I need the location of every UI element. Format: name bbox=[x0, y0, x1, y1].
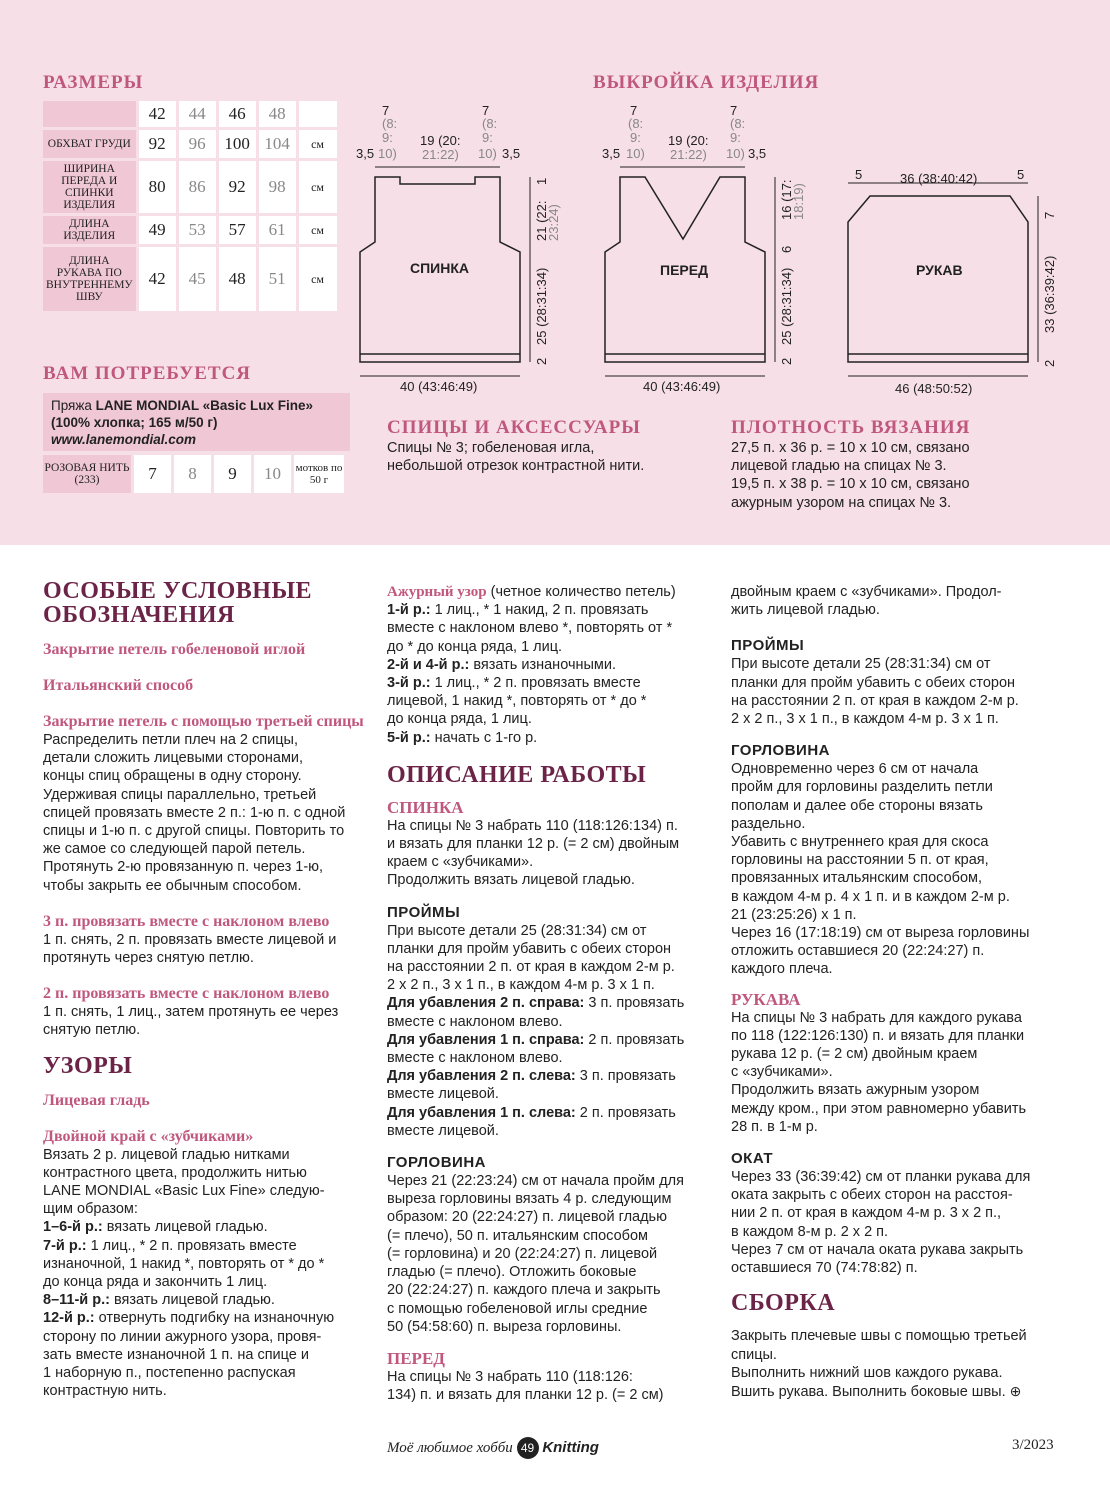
text-line bbox=[387, 1067, 717, 1085]
yarn-color-label: РОЗОВАЯ НИТЬ (233) bbox=[43, 455, 131, 493]
text-line: Через 33 (36:39:42) см от планки рукава для bbox=[731, 1169, 1031, 1186]
text-line: с «зубчиками». bbox=[731, 1064, 833, 1081]
sleeves-text bbox=[731, 1009, 1071, 1136]
needles-line: небольшой отрезок контрастной нити. bbox=[387, 458, 645, 475]
text-line bbox=[387, 656, 717, 674]
back-side-d: 10) bbox=[378, 146, 397, 161]
row-text: 3 п. провязать bbox=[575, 1068, 676, 1085]
row-text: вязать лицевой гладью. bbox=[102, 1219, 268, 1236]
symbol-text bbox=[43, 1003, 373, 1039]
row-text: 1 лиц., * 1 накид, 2 п. провязать bbox=[430, 602, 649, 619]
armhole-text bbox=[387, 922, 717, 1140]
footer-issue: 3/2023 bbox=[1012, 1437, 1054, 1453]
row-text: до конца ряда, 1 лиц. bbox=[387, 711, 532, 728]
text-line: на расстоянии 2 п. от края в каждом 2-м р. bbox=[731, 692, 1019, 709]
text-line: На спицы № 3 набрать 110 (118:126:134) п. bbox=[387, 817, 678, 834]
yarn-name: LANE MONDIAL «Basic Lux Fine» bbox=[95, 398, 313, 413]
work-title: ОПИСАНИЕ РАБОТЫ bbox=[387, 761, 647, 788]
sleeve-r1: 7 bbox=[1042, 211, 1057, 219]
symbol-heading: Итальянский способ bbox=[43, 677, 194, 694]
gauge-text bbox=[731, 439, 1071, 512]
text-line bbox=[43, 1255, 373, 1273]
row-label: 12-й р.: bbox=[43, 1310, 95, 1327]
size-value: 49 bbox=[139, 216, 176, 244]
text-line: (= плечо), 50 п. итальянским способом bbox=[387, 1227, 648, 1244]
row-text: отвернуть подгибку на изнаночную bbox=[94, 1310, 335, 1327]
footer-mag-name: Моё любимое хобби bbox=[387, 1440, 513, 1456]
front-armhole-title: ПРОЙМЫ bbox=[731, 637, 805, 655]
row-text: вместе с наклоном влево. bbox=[387, 1013, 563, 1030]
yarn-info bbox=[43, 393, 350, 451]
front-neck-2: 21:22) bbox=[670, 147, 707, 162]
lace-title-line bbox=[387, 583, 717, 601]
front-r2: 6 bbox=[779, 245, 794, 253]
size-value: 57 bbox=[219, 216, 256, 244]
text-line: На спицы № 3 набрать 110 (118:126: bbox=[387, 1368, 633, 1385]
size-value: 92 bbox=[139, 130, 176, 158]
size-value: 98 bbox=[259, 161, 296, 213]
yarn-amount: 7 bbox=[134, 455, 171, 493]
gauge-line: ажурным узором на спицах № 3. bbox=[731, 494, 952, 511]
back-r3: 25 (28:31:34) bbox=[534, 267, 549, 345]
text-line: Продолжить вязать ажурным узором bbox=[731, 1082, 980, 1099]
front-neck: 19 (20: bbox=[668, 133, 709, 148]
footer-magazine bbox=[387, 1437, 599, 1459]
text-line: Удерживая спицы параллельно, третьей bbox=[43, 786, 317, 803]
text-line: 20 (22:24:27) п. каждого плеча и закрыть bbox=[387, 1282, 661, 1299]
back-bottom: 40 (43:46:49) bbox=[400, 379, 478, 394]
size-header: 44 bbox=[179, 101, 216, 127]
text-line: провязанных итальянским способом, bbox=[731, 870, 983, 887]
symbol-text bbox=[43, 731, 373, 895]
text-line: и вязать для планки 12 р. (= 2 см) двойным bbox=[387, 836, 680, 853]
text-line bbox=[387, 1085, 717, 1103]
text-line bbox=[43, 1309, 373, 1327]
text-line: по 118 (122:126:130) п. и вязать для планки bbox=[731, 1027, 1025, 1044]
back-r1: 1 bbox=[534, 177, 549, 185]
row-label: Для убавления 1 п. слева: bbox=[387, 1104, 576, 1121]
text-line: Продолжить вязать лицевой гладью. bbox=[387, 872, 635, 889]
size-value: 80 bbox=[139, 161, 176, 213]
lace-text bbox=[387, 601, 717, 747]
text-line: (= горловина) и 20 (22:24:27) п. лицевой bbox=[387, 1245, 658, 1262]
text-line: оката закрыть с обеих сторон на расстоя- bbox=[731, 1187, 1013, 1204]
needles-text bbox=[387, 439, 717, 475]
neckline-text bbox=[387, 1172, 717, 1336]
back-text bbox=[387, 817, 717, 890]
text-line: отложить оставшиеся 20 (22:24:27) п. bbox=[731, 943, 985, 960]
text-line bbox=[387, 1104, 717, 1122]
text-line: Одновременно через 6 см от начала bbox=[731, 761, 979, 778]
gauge-line: 27,5 п. х 36 р. = 10 х 10 см, связано bbox=[731, 440, 970, 456]
back-side-a: 7 bbox=[382, 103, 390, 118]
size-row-label: ШИРИНА ПЕРЕДА И СПИНКИ ИЗДЕЛИЯ bbox=[43, 161, 136, 213]
row-text: вместе с наклоном влево *, повторять от * bbox=[387, 620, 673, 637]
page-number-badge: 49 bbox=[517, 1437, 539, 1459]
text-line-inner: Вшить рукава. Выполнить боковые швы. bbox=[731, 1383, 1006, 1400]
sizes-title: РАЗМЕРЫ bbox=[43, 72, 144, 93]
sleeve-outline bbox=[848, 196, 1028, 362]
row-text: до * до конца ряда, 1 лиц. bbox=[387, 638, 563, 655]
yarn-unit: мотков по 50 г bbox=[294, 455, 344, 493]
row-label: Для убавления 2 п. слева: bbox=[387, 1068, 576, 1085]
text-line: Через 16 (17:18:19) см от выреза горловины bbox=[731, 925, 1030, 942]
front-side-b: (8: bbox=[628, 116, 644, 131]
size-row-label: ДЛИНА РУКАВА ПО ВНУТРЕННЕМУ ШВУ bbox=[43, 247, 136, 311]
front-side-d: 10) bbox=[626, 146, 645, 161]
back-r2: 21 (22: bbox=[534, 200, 549, 241]
row-text: 3 п. провязать bbox=[584, 995, 685, 1012]
front-r4: 2 bbox=[779, 357, 794, 365]
text-line bbox=[43, 1364, 373, 1382]
text-line: краем с «зубчиками». bbox=[387, 854, 534, 871]
text-line: между кром., при этом равномерно убавить bbox=[731, 1100, 1027, 1117]
text-line: пройм для горловины разделить петли bbox=[731, 779, 993, 796]
back-side-d-r: 10) bbox=[478, 146, 497, 161]
front-neck-text bbox=[731, 760, 1071, 978]
front-edge-right: 3,5 bbox=[748, 146, 767, 161]
front-side-c-r: 9: bbox=[730, 130, 741, 145]
armhole-title: ПРОЙМЫ bbox=[387, 903, 461, 921]
front-bottom: 40 (43:46:49) bbox=[643, 379, 721, 394]
front-side-a-r: 7 bbox=[730, 103, 738, 118]
front-armhole-text bbox=[731, 655, 1071, 728]
front-title: ПЕРЕД bbox=[387, 1348, 445, 1368]
yarn-amount-table bbox=[40, 452, 347, 496]
text-line: Протянуть 2-ю провязанную п. через 1-ю, bbox=[43, 859, 324, 876]
symbol-heading: 3 п. провязать вместе с наклоном влево bbox=[43, 912, 330, 930]
text-line: 1 п. снять, 2 п. провязать вместе лицевой и bbox=[43, 931, 337, 948]
text-line: протянуть через снятую петлю. bbox=[43, 950, 254, 967]
sleeve-r3: 2 bbox=[1042, 359, 1057, 367]
footer-brand: Knitting bbox=[542, 1439, 599, 1456]
text-line bbox=[387, 692, 717, 710]
sleeve-right: 5 bbox=[1017, 167, 1025, 182]
text-line: выреза горловины вязать 4 р. следующим bbox=[387, 1191, 672, 1208]
back-r2b: 23:24) bbox=[546, 204, 561, 241]
text-line: детали сложить лицевыми сторонами, bbox=[43, 750, 304, 767]
sizes-table bbox=[40, 98, 340, 314]
size-value: 45 bbox=[179, 247, 216, 311]
size-value: 48 bbox=[219, 247, 256, 311]
text-line: жить лицевой гладью. bbox=[731, 602, 880, 619]
column-1 bbox=[43, 579, 373, 1400]
yarn-url: www.lanemondial.com bbox=[51, 432, 197, 447]
text-line bbox=[43, 1291, 373, 1309]
text-line: спицей провязать вместе 2 п.: 1-ю п. с одной bbox=[43, 804, 346, 821]
gauge-line: лицевой гладью на спицах № 3. bbox=[731, 458, 947, 475]
row-label: 2-й и 4-й р.: bbox=[387, 656, 470, 673]
front-edge-left: 3,5 bbox=[602, 146, 621, 161]
text-line: нии 2 п. от края в каждом 4-м р. 3 х 2 п., bbox=[731, 1205, 1002, 1222]
size-value: 53 bbox=[179, 216, 216, 244]
text-line: же самое со следующей парой петель. bbox=[43, 841, 306, 858]
text-line: 1 п. снять, 1 лиц., затем протянуть ее через bbox=[43, 1004, 339, 1021]
back-side-b-r: (8: bbox=[482, 116, 498, 131]
sizes-corner bbox=[43, 101, 136, 127]
row-text: 1 лиц., * 2 п. провязать вместе bbox=[86, 1237, 297, 1254]
yarn-prefix: Пряжа bbox=[51, 398, 96, 413]
row-text: лицевой, 1 накид *, повторять от * до * bbox=[387, 693, 647, 710]
front-r1: 16 (17: bbox=[779, 179, 794, 220]
text-line: раздельно. bbox=[731, 815, 806, 832]
end-mark-icon: ⊕ bbox=[1009, 1382, 1022, 1399]
column-2 bbox=[387, 583, 717, 1404]
size-value: 42 bbox=[139, 247, 176, 311]
text-line bbox=[387, 1049, 717, 1067]
text-line: 50 (54:58:60) п. выреза горловины. bbox=[387, 1318, 622, 1335]
text-line bbox=[387, 1013, 717, 1031]
text-line: щим образом: bbox=[43, 1201, 138, 1218]
text-line: Вязать 2 р. лицевой гладью нитками bbox=[43, 1146, 290, 1163]
size-unit: см bbox=[299, 216, 337, 244]
row-text: вязать изнаночными. bbox=[469, 656, 617, 673]
size-header-unit bbox=[299, 101, 337, 127]
yarn-amount: 9 bbox=[214, 455, 251, 493]
text-line: 21 (23:25:26) х 1 п. bbox=[731, 906, 857, 923]
size-value: 100 bbox=[219, 130, 256, 158]
text-line: рукава 12 р. (= 2 см) двойным краем bbox=[731, 1046, 978, 1063]
row-text: 1 лиц., * 2 п. провязать вместе bbox=[430, 675, 641, 692]
assembly-text bbox=[731, 1327, 1071, 1401]
row-text: изнаночной, 1 накид *, повторять от * до * bbox=[43, 1255, 325, 1272]
text-line: с помощью гобеленовой иглы средние bbox=[387, 1300, 648, 1317]
text-line: спицы. bbox=[731, 1346, 777, 1363]
text-line: оставшиеся 70 (74:78:82) п. bbox=[731, 1260, 918, 1277]
text-line: LANE MONDIAL «Basic Lux Fine» следую- bbox=[43, 1183, 325, 1200]
text-line: двойным краем с «зубчиками». Продол- bbox=[731, 584, 1002, 600]
back-side-a-r: 7 bbox=[482, 103, 490, 118]
text-line: 2 х 2 п., 3 х 1 п., в каждом 4-м р. 3 х 1 п. bbox=[387, 977, 655, 994]
front-side-d-r: 10) bbox=[726, 146, 745, 161]
size-value: 104 bbox=[259, 130, 296, 158]
patterns-title: УЗОРЫ bbox=[43, 1052, 133, 1079]
back-side-b: (8: bbox=[382, 116, 398, 131]
front-side-c: 9: bbox=[630, 130, 641, 145]
size-value: 86 bbox=[179, 161, 216, 213]
pattern-diagram bbox=[350, 95, 1070, 405]
front-side-b-r: (8: bbox=[730, 116, 746, 131]
text-line: На спицы № 3 набрать для каждого рукава bbox=[731, 1009, 1022, 1026]
needles-title: СПИЦЫ И АКСЕССУАРЫ bbox=[387, 417, 641, 438]
size-header: 46 bbox=[219, 101, 256, 127]
sleeves-title: РУКАВА bbox=[731, 989, 801, 1009]
text-line bbox=[731, 1382, 1071, 1401]
front-text bbox=[387, 1368, 717, 1404]
gauge-line: 19,5 п. х 38 р. = 10 х 10 см, связано bbox=[731, 476, 970, 493]
sleeve-top: 36 (38:40:42) bbox=[900, 171, 978, 186]
text-line bbox=[387, 1122, 717, 1140]
pattern-heading: Лицевая гладь bbox=[43, 1091, 150, 1109]
front-label: ПЕРЕД bbox=[660, 262, 709, 278]
size-unit: см bbox=[299, 161, 337, 213]
text-line bbox=[387, 638, 717, 656]
row-label: 7-й р.: bbox=[43, 1237, 87, 1254]
pattern-title: ВЫКРОЙКА ИЗДЕЛИЯ bbox=[593, 72, 820, 93]
text-line: планки для пройм убавить с обеих сторон bbox=[731, 674, 1016, 691]
row-text: сторону по линии ажурного узора, провя- bbox=[43, 1328, 322, 1345]
row-text: вязать лицевой гладью. bbox=[109, 1292, 275, 1309]
yarn-composition: (100% хлопка; 165 м/50 г) bbox=[51, 415, 218, 430]
front-side-a: 7 bbox=[630, 103, 638, 118]
sleeve-left: 5 bbox=[855, 167, 863, 182]
back-edge-left: 3,5 bbox=[356, 146, 375, 161]
text-line: чтобы закрыть ее обычным способом. bbox=[43, 877, 302, 894]
back-neck: 19 (20: bbox=[420, 133, 461, 148]
text-line: гладью (= плечо). Отложить боковые bbox=[387, 1264, 637, 1281]
text-line: концы спиц обращены в одну сторону. bbox=[43, 768, 302, 785]
row-text: вместе с наклоном влево. bbox=[387, 1050, 563, 1067]
size-value: 51 bbox=[259, 247, 296, 311]
text-line: Убавить с внутреннего края для скоса bbox=[731, 834, 989, 851]
text-line: образом: 20 (22:24:27) п. лицевой гладью bbox=[387, 1209, 667, 1226]
text-line: При высоте детали 25 (28:31:34) см от bbox=[731, 656, 991, 673]
size-value: 92 bbox=[219, 161, 256, 213]
front-cont-text bbox=[731, 583, 1071, 619]
size-header: 42 bbox=[139, 101, 176, 127]
front-r3: 25 (28:31:34) bbox=[779, 267, 794, 345]
size-value: 96 bbox=[179, 130, 216, 158]
text-line: При высоте детали 25 (28:31:34) см от bbox=[387, 922, 647, 939]
symbol-heading: 2 п. провязать вместе с наклоном влево bbox=[43, 985, 330, 1003]
neckline-title: ГОРЛОВИНА bbox=[387, 1154, 487, 1172]
row-text: зать вместе изнаночной 1 п. на спице и bbox=[43, 1346, 309, 1363]
row-label: 3-й р.: bbox=[387, 675, 431, 692]
symbols-title-2: ОБОЗНАЧЕНИЯ bbox=[43, 602, 235, 628]
front-r1b: 18:19) bbox=[791, 183, 806, 220]
front-neck-title: ГОРЛОВИНА bbox=[731, 742, 831, 760]
back-side-c-r: 9: bbox=[482, 130, 493, 145]
row-label: 1-й р.: bbox=[387, 602, 431, 619]
back-side-c: 9: bbox=[382, 130, 393, 145]
symbol-text bbox=[43, 931, 373, 967]
back-r4: 2 bbox=[534, 357, 549, 365]
row-label: Для убавления 2 п. справа: bbox=[387, 995, 585, 1012]
row-label: 8–11-й р.: bbox=[43, 1292, 110, 1309]
back-label: СПИНКА bbox=[410, 260, 470, 276]
text-line: Через 21 (22:23:24) см от начала пройм для bbox=[387, 1173, 684, 1190]
text-line bbox=[387, 710, 717, 728]
column-3 bbox=[731, 583, 1071, 1401]
row-label: 1–6-й р.: bbox=[43, 1219, 103, 1236]
row-text: контрастную нить. bbox=[43, 1383, 167, 1400]
back-edge-right: 3,5 bbox=[502, 146, 521, 161]
materials-title: ВАМ ПОТРЕБУЕТСЯ bbox=[43, 363, 252, 384]
text-line: в каждом 8-м р. 2 х 2 п. bbox=[731, 1223, 889, 1240]
needles-line: Спицы № 3; гобеленовая игла, bbox=[387, 440, 595, 456]
text-line: спицы и 1-ю п. с другой спицы. Повторить то bbox=[43, 823, 345, 840]
back-neck-2: 21:22) bbox=[422, 147, 459, 162]
text-line: снятую петлю. bbox=[43, 1022, 141, 1039]
back-title: СПИНКА bbox=[387, 797, 464, 817]
text-line: горловины на расстоянии 5 п. от края, bbox=[731, 852, 989, 869]
text-line: контрастного цвета, продолжить нитью bbox=[43, 1164, 307, 1181]
text-line: Распределить петли плеч на 2 спицы, bbox=[43, 732, 298, 748]
lace-title-rest: (четное количество петель) bbox=[486, 584, 676, 600]
row-text: начать с 1-го р. bbox=[430, 729, 538, 746]
size-unit: см bbox=[299, 247, 337, 311]
size-row-label: ДЛИНА ИЗДЕЛИЯ bbox=[43, 216, 136, 244]
text-line bbox=[43, 1273, 373, 1291]
row-label: Для убавления 1 п. справа: bbox=[387, 1031, 585, 1048]
text-line: каждого плеча. bbox=[731, 961, 833, 978]
sleeve-bottom: 46 (48:50:52) bbox=[895, 381, 973, 396]
text-line: 2 х 2 п., 3 х 1 п., в каждом 4-м р. 3 х 1 п. bbox=[731, 711, 999, 728]
text-line: Через 7 см от начала оката рукава закрыть bbox=[731, 1241, 1024, 1258]
pattern-text bbox=[43, 1146, 373, 1401]
cap-text bbox=[731, 1168, 1071, 1277]
text-line: в каждом 4-м р. 4 х 1 п. и в каждом 2-м р. bbox=[731, 888, 1010, 905]
text-line bbox=[387, 729, 717, 747]
size-unit: см bbox=[299, 130, 337, 158]
size-row-label: ОБХВАТ ГРУДИ bbox=[43, 130, 136, 158]
lace-title: Ажурный узор bbox=[387, 584, 487, 600]
text-line: пополам и далее обе стороны вязать bbox=[731, 797, 983, 814]
row-text: до конца ряда и закончить 1 лиц. bbox=[43, 1274, 268, 1291]
text-line bbox=[43, 1328, 373, 1346]
row-text: вместе лицевой. bbox=[387, 1122, 499, 1139]
text-line bbox=[387, 994, 717, 1012]
text-line bbox=[387, 601, 717, 619]
symbol-heading: Закрытие петель гобеленовой иглой bbox=[43, 641, 306, 658]
size-value: 61 bbox=[259, 216, 296, 244]
text-line bbox=[43, 1382, 373, 1400]
symbol-heading: Закрытие петель с помощью третьей спицы bbox=[43, 713, 364, 730]
yarn-amount: 8 bbox=[174, 455, 211, 493]
text-line bbox=[43, 1237, 373, 1255]
text-line: Выполнить нижний шов каждого рукава. bbox=[731, 1364, 1003, 1381]
text-line: Закрыть плечевые швы с помощью третьей bbox=[731, 1328, 1027, 1345]
cap-title: ОКАТ bbox=[731, 1150, 774, 1168]
text-line: 28 п. в 1-м р. bbox=[731, 1118, 818, 1135]
text-line: 134) п. и вязать для планки 12 р. (= 2 см) bbox=[387, 1387, 664, 1404]
assembly-title: СБОРКА bbox=[731, 1290, 836, 1317]
row-text: 1 наборную п., постепенно распуская bbox=[43, 1365, 296, 1382]
text-line bbox=[387, 674, 717, 692]
row-text: 2 п. провязать bbox=[575, 1104, 676, 1121]
sleeve-label: РУКАВ bbox=[916, 262, 963, 278]
text-line bbox=[43, 1346, 373, 1364]
text-line: на расстоянии 2 п. от края в каждом 2-м р. bbox=[387, 959, 675, 976]
sleeve-r2: 33 (36:39:42) bbox=[1042, 255, 1057, 333]
text-line bbox=[387, 619, 717, 637]
text-line: планки для пройм убавить с обеих сторон bbox=[387, 940, 672, 957]
symbols-title-1: ОСОБЫЕ УСЛОВНЫЕ bbox=[43, 578, 313, 604]
pattern-heading: Двойной край с «зубчиками» bbox=[43, 1127, 254, 1145]
row-text: 2 п. провязать bbox=[584, 1031, 685, 1048]
yarn-amount: 10 bbox=[254, 455, 291, 493]
size-header: 48 bbox=[259, 101, 296, 127]
row-text: вместе лицевой. bbox=[387, 1086, 499, 1103]
text-line bbox=[387, 1031, 717, 1049]
gauge-title: ПЛОТНОСТЬ ВЯЗАНИЯ bbox=[731, 417, 971, 438]
row-label: 5-й р.: bbox=[387, 729, 431, 746]
text-line bbox=[43, 1218, 373, 1236]
